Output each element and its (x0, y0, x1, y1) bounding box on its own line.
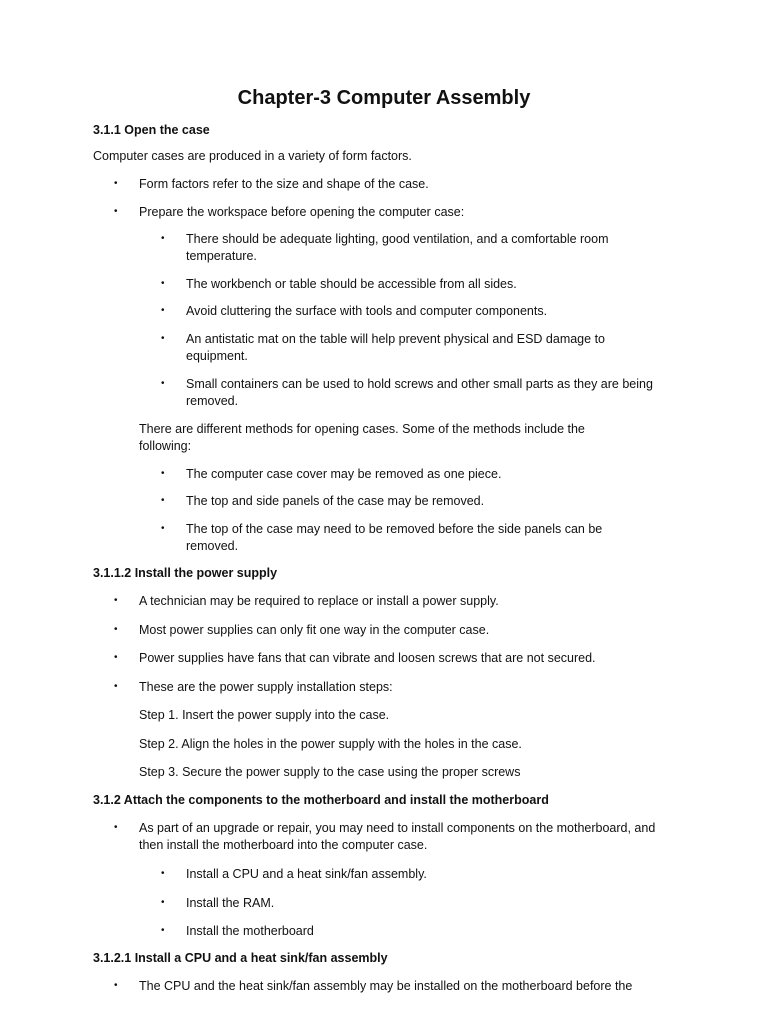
list-item: Form factors refer to the size and shape of the case. (139, 177, 429, 191)
list-item: Small containers can be used to hold screws and other small parts as they are being removed. (186, 377, 653, 408)
list-item: A technician may be required to replace or install a power supply. (139, 594, 499, 608)
install-step: Step 2. Align the holes in the power supply with the holes in the case. (139, 737, 522, 751)
list-item: The top and side panels of the case may be removed. (186, 494, 485, 508)
list-item: As part of an upgrade or repair, you may need to install components on the motherboard, and then install the motherboard into the computer case. (139, 821, 656, 852)
bullet-marker: • (114, 206, 118, 217)
bullet-marker: • (161, 378, 165, 389)
bullet-marker: • (114, 681, 118, 692)
list-item: The top of the case may need to be removed before the side panels can be removed. (186, 522, 603, 553)
list-item: These are the power supply installation steps: (139, 680, 393, 694)
list-item: Most power supplies can only fit one way in the computer case. (139, 623, 490, 637)
bullet-marker: • (114, 595, 118, 606)
list-item: The workbench or table should be accessible from all sides. (186, 277, 517, 291)
bullet-marker: • (161, 278, 165, 289)
bullet-marker: • (114, 178, 118, 189)
list-item: Power supplies have fans that can vibrate and loosen screws that are not secured. (139, 651, 596, 665)
bullet-marker: • (114, 822, 118, 833)
list-item: Prepare the workspace before opening the computer case: (139, 205, 465, 219)
bullet-marker: • (114, 652, 118, 663)
bullet-marker: • (161, 523, 165, 534)
bullet-marker: • (161, 868, 165, 879)
bullet-marker: • (161, 897, 165, 908)
list-item: Install the motherboard (186, 924, 314, 938)
section-heading-3-1-1-2: 3.1.1.2 Install the power supply (93, 566, 278, 580)
bullet-marker: • (114, 980, 118, 991)
list-item: Install a CPU and a heat sink/fan assembly. (186, 867, 427, 881)
list-item: The CPU and the heat sink/fan assembly may be installed on the motherboard before the (139, 979, 633, 993)
list-item: Avoid cluttering the surface with tools and computer components. (186, 304, 548, 318)
bullet-marker: • (161, 468, 165, 479)
document-title: Chapter-3 Computer Assembly (237, 87, 531, 109)
paragraph-opening-methods: There are different methods for opening cases. Some of the methods include the following: (139, 422, 585, 453)
install-step: Step 3. Secure the power supply to the case using the proper screws (139, 765, 521, 779)
list-item: The computer case cover may be removed as one piece. (186, 467, 502, 481)
section-heading-3-1-2: 3.1.2 Attach the components to the motherboard and install the motherboard (93, 793, 549, 807)
list-item: There should be adequate lighting, good ventilation, and a comfortable room temperature. (186, 232, 609, 263)
install-step: Step 1. Insert the power supply into the case. (139, 708, 390, 722)
paragraph-form-factors: Computer cases are produced in a variety of form factors. (93, 149, 412, 163)
bullet-marker: • (161, 333, 165, 344)
bullet-marker: • (161, 305, 165, 316)
list-item: Install the RAM. (186, 896, 275, 910)
bullet-marker: • (114, 624, 118, 635)
section-heading-3-1-2-1: 3.1.2.1 Install a CPU and a heat sink/fan assembly (93, 951, 388, 965)
bullet-marker: • (161, 233, 165, 244)
section-heading-3-1-1: 3.1.1 Open the case (93, 123, 210, 137)
list-item: An antistatic mat on the table will help prevent physical and ESD damage to equipment. (186, 332, 605, 363)
bullet-marker: • (161, 495, 165, 506)
bullet-marker: • (161, 925, 165, 936)
